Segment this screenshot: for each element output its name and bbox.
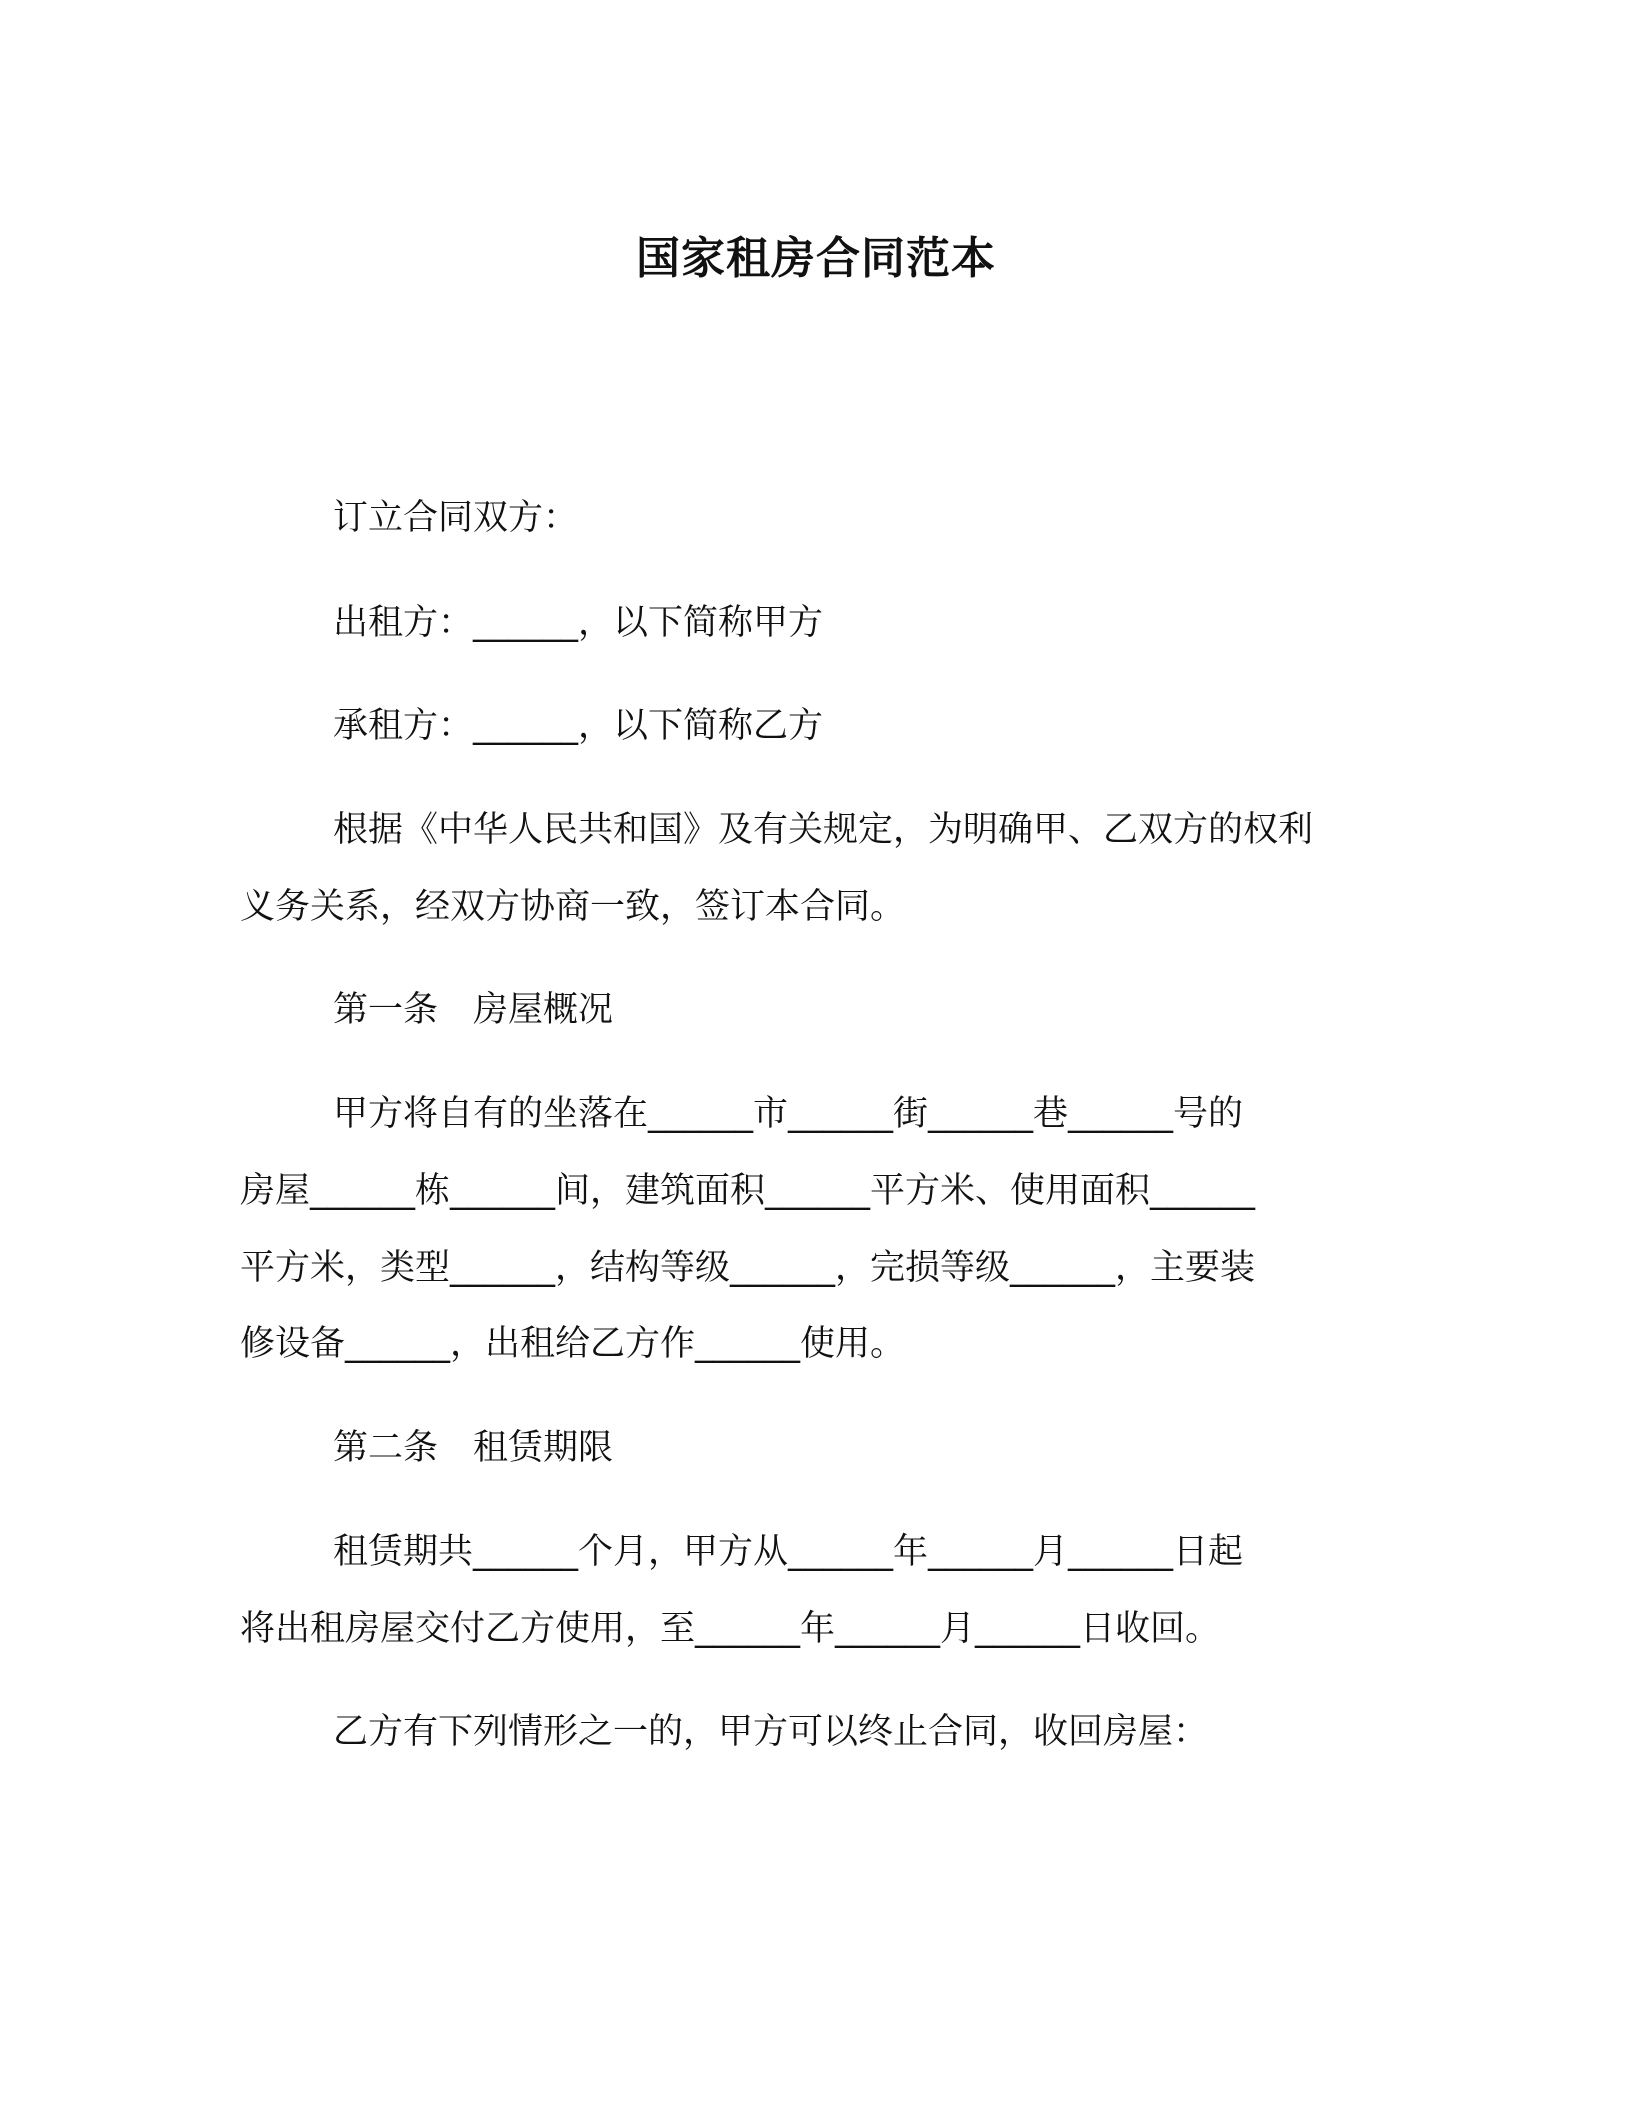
article-2-line-1: 租赁期共______个月，甲方从______年______月______日起	[333, 1532, 1244, 1572]
preamble-line-2: 义务关系，经双方协商一致，签订本合同。	[240, 887, 906, 927]
article-1-line-3: 平方米，类型______，结构等级______，完损等级______，主要装	[240, 1248, 1256, 1288]
document-title: 国家租房合同范本	[636, 233, 996, 284]
lessor-line: 出租方：______，以下简称甲方	[333, 603, 824, 643]
lessee-line: 承租方：______，以下简称乙方	[333, 706, 824, 746]
preamble-line-1: 根据《中华人民共和国》及有关规定，为明确甲、乙双方的权利	[333, 810, 1314, 850]
article-2-line-2: 将出租房屋交付乙方使用，至______年______月______日收回。	[240, 1609, 1221, 1649]
article-1-line-4: 修设备______，出租给乙方作______使用。	[240, 1324, 906, 1364]
article-1-line-1: 甲方将自有的坐落在______市______街______巷______号的	[333, 1094, 1244, 1134]
article-1-line-2: 房屋______栋______间，建筑面积______平方米、使用面积______	[240, 1171, 1256, 1211]
termination-line: 乙方有下列情形之一的，甲方可以终止合同，收回房屋：	[333, 1712, 1209, 1752]
article-1-heading: 第一条 房屋概况	[333, 990, 614, 1030]
article-2-heading: 第二条 租赁期限	[333, 1428, 614, 1468]
parties-heading: 订立合同双方：	[333, 498, 579, 538]
